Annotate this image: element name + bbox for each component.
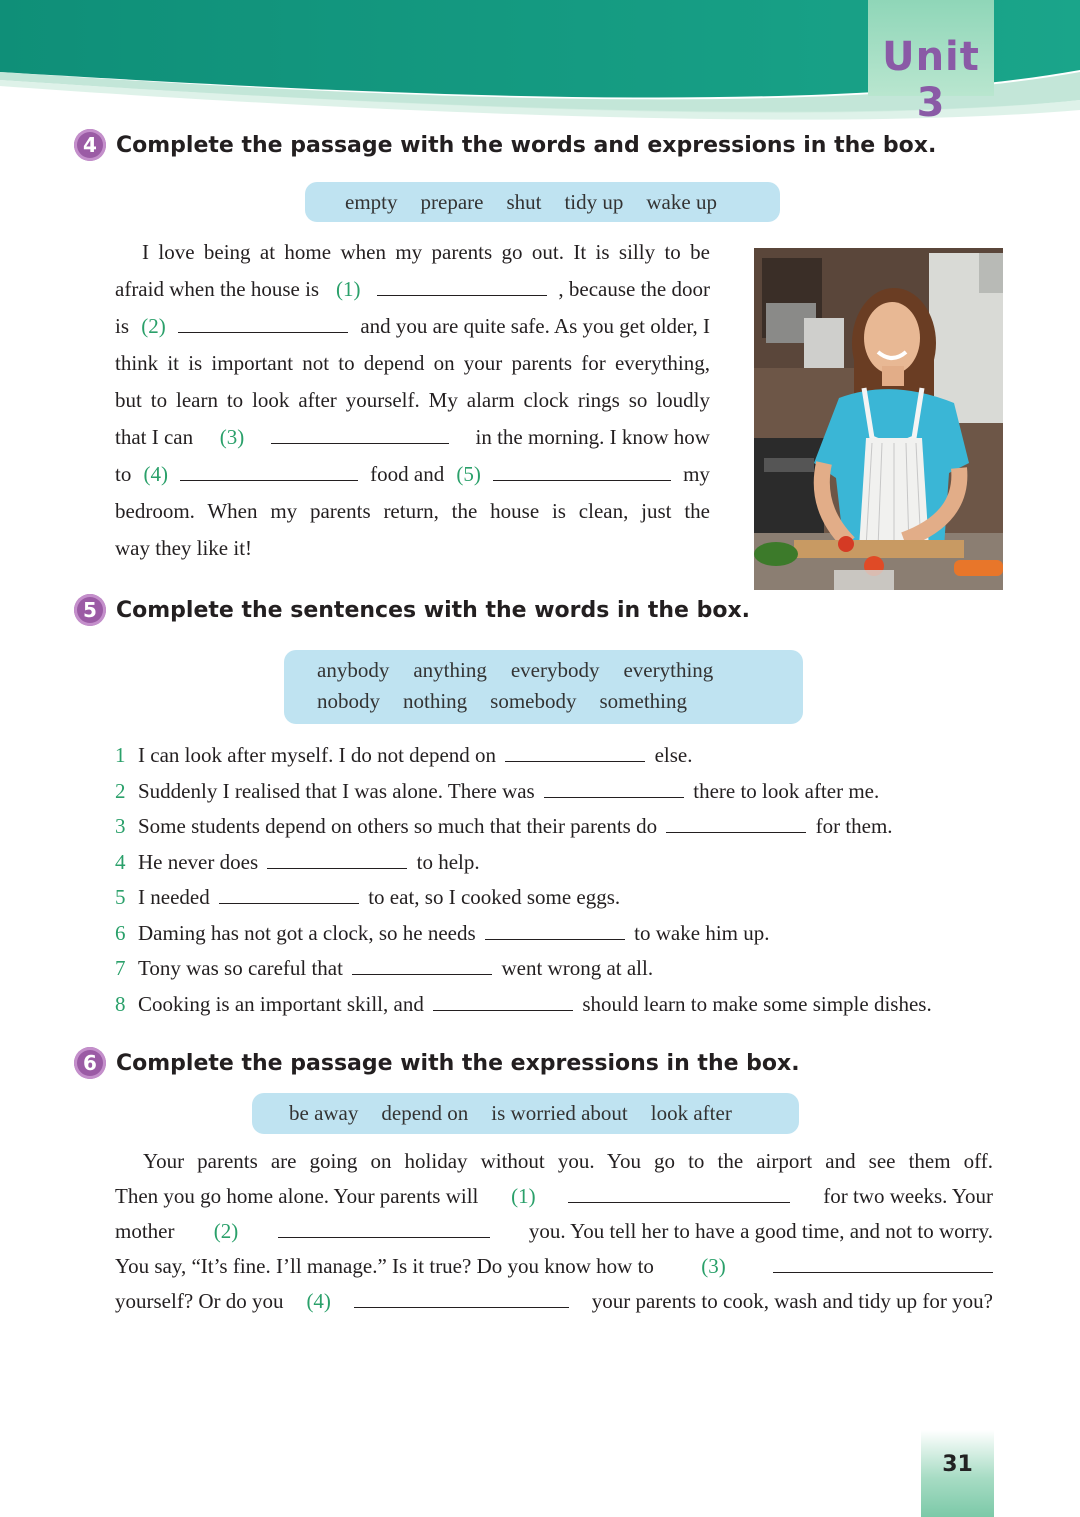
- passage-line: way they like it!: [115, 536, 253, 560]
- girl-cooking-photo: [754, 248, 1003, 590]
- sentence-item: 3 Some students depend on others so much that their parents do for them.: [115, 810, 893, 840]
- exercise-number-badge: 5: [74, 594, 106, 626]
- word-box-item: anything: [413, 658, 487, 682]
- page-number: 31: [942, 1452, 973, 1477]
- passage-line: afraid when the house is: [115, 277, 320, 301]
- word-box-item: anybody: [317, 658, 390, 682]
- exercise-5-title: Complete the sentences with the words in the box.: [116, 597, 751, 623]
- word-box-item: something: [599, 689, 687, 713]
- sentence-item: 7 Tony was so careful that went wrong at all.: [115, 952, 653, 982]
- exercise-4-title: Complete the passage with the words and expressions in the box.: [116, 132, 937, 158]
- exercise-4-heading: [74, 127, 936, 163]
- exercise-number-badge: 4: [74, 129, 106, 161]
- blank-line[interactable]: [352, 952, 492, 975]
- passage-line: for two weeks. Your: [823, 1184, 993, 1208]
- blank-label: (4): [143, 462, 168, 486]
- sentence-item: 1 I can look after myself. I do not depend on else.: [115, 739, 692, 769]
- passage-line: bedroom. When my parents return, the house is clean, just the: [115, 499, 710, 523]
- word-box-item: everything: [623, 658, 714, 682]
- passage-line: yourself? Or do you: [115, 1289, 284, 1313]
- word-box-4: [305, 182, 780, 222]
- blank-label: (2): [141, 314, 166, 338]
- passage-line: I love being at home when my parents go out. It is silly to be: [142, 240, 710, 264]
- exercise-6-heading: [74, 1045, 800, 1081]
- word-box-item: wake up: [646, 189, 717, 214]
- word-box-item: everybody: [510, 658, 600, 682]
- sentence-item: 2 Suddenly I realised that I was alone. There was there to look after me.: [115, 775, 879, 805]
- word-box-item: prepare: [420, 189, 484, 214]
- passage-line: but to learn to look after yourself. My alarm clock rings so loudly: [115, 388, 710, 412]
- blank-line[interactable]: [485, 917, 625, 940]
- word-box-item: depend on: [381, 1101, 469, 1125]
- word-box-item: is worried about: [491, 1101, 628, 1125]
- sentence-item: 6 Daming has not got a clock, so he needs to wake him up.: [115, 917, 769, 947]
- sentence-item: 8 Cooking is an important skill, and should learn to make some simple dishes.: [115, 988, 932, 1018]
- word-box-item: empty: [345, 189, 398, 214]
- passage-line: to: [115, 462, 132, 486]
- word-box-item: nobody: [317, 689, 380, 713]
- blank-line[interactable]: [493, 458, 671, 481]
- blank-label: (3): [701, 1254, 726, 1278]
- blank-line[interactable]: [278, 1215, 490, 1238]
- sentence-item: 4 He never does to help.: [115, 846, 480, 876]
- blank-line[interactable]: [773, 1250, 993, 1273]
- blank-label: (5): [456, 462, 481, 486]
- passage-line: my: [683, 462, 710, 486]
- blank-line[interactable]: [505, 739, 645, 762]
- passage-line: that I can: [115, 425, 194, 449]
- passage-line: Your parents are going on holiday without you. You go to the airport and see them off.: [143, 1149, 993, 1173]
- passage-line: You say, “It’s fine. I’ll manage.” Is it true? Do you know how to: [115, 1254, 654, 1278]
- passage-line: you. You tell her to have a good time, and not to worry.: [528, 1219, 993, 1243]
- blank-line[interactable]: [433, 988, 573, 1011]
- word-box-item: look after: [650, 1101, 732, 1125]
- blank-line[interactable]: [666, 810, 806, 833]
- word-box-item: be away: [289, 1101, 359, 1125]
- word-box-6: [252, 1093, 799, 1134]
- word-box-5: [284, 650, 803, 724]
- passage-line: , because the door: [558, 277, 710, 301]
- exercise-number-badge: 6: [74, 1047, 106, 1079]
- blank-label: (3): [219, 425, 245, 449]
- blank-line[interactable]: [354, 1285, 569, 1308]
- unit-label: Unit 3: [882, 34, 980, 126]
- blank-label: (2): [213, 1219, 239, 1243]
- word-box-item: shut: [506, 189, 542, 214]
- blank-label: (1): [336, 277, 361, 301]
- passage-line: think it is important not to depend on your parents for everything,: [115, 351, 710, 375]
- blank-line[interactable]: [219, 881, 359, 904]
- blank-line[interactable]: [271, 421, 449, 444]
- sentence-item: 5 I needed to eat, so I cooked some eggs.: [115, 881, 620, 911]
- blank-line[interactable]: [568, 1180, 790, 1203]
- passage-line: your parents to cook, wash and tidy up for you?: [591, 1289, 993, 1313]
- blank-label: (1): [511, 1184, 536, 1208]
- word-box-item: somebody: [490, 689, 577, 713]
- exercise-6-title: Complete the passage with the expressions in the box.: [116, 1050, 800, 1076]
- blank-line[interactable]: [377, 273, 547, 296]
- blank-line[interactable]: [180, 458, 358, 481]
- blank-line[interactable]: [544, 775, 684, 798]
- passage-line: is: [115, 314, 130, 338]
- passage-line: mother: [115, 1219, 175, 1243]
- passage-line: and you are quite safe. As you get older, I: [360, 314, 710, 338]
- passage-line: Then you go home alone. Your parents will: [115, 1184, 479, 1208]
- passage-line: in the morning. I know how: [475, 425, 710, 449]
- exercise-4-passage: [115, 234, 710, 567]
- word-box-item: nothing: [403, 689, 468, 713]
- exercise-6-passage: [115, 1144, 993, 1319]
- word-box-item: tidy up: [564, 189, 624, 214]
- blank-line[interactable]: [267, 846, 407, 869]
- blank-label: (4): [306, 1289, 331, 1313]
- exercise-5-heading: [74, 592, 750, 628]
- passage-line: food and: [370, 462, 445, 486]
- blank-line[interactable]: [178, 310, 348, 333]
